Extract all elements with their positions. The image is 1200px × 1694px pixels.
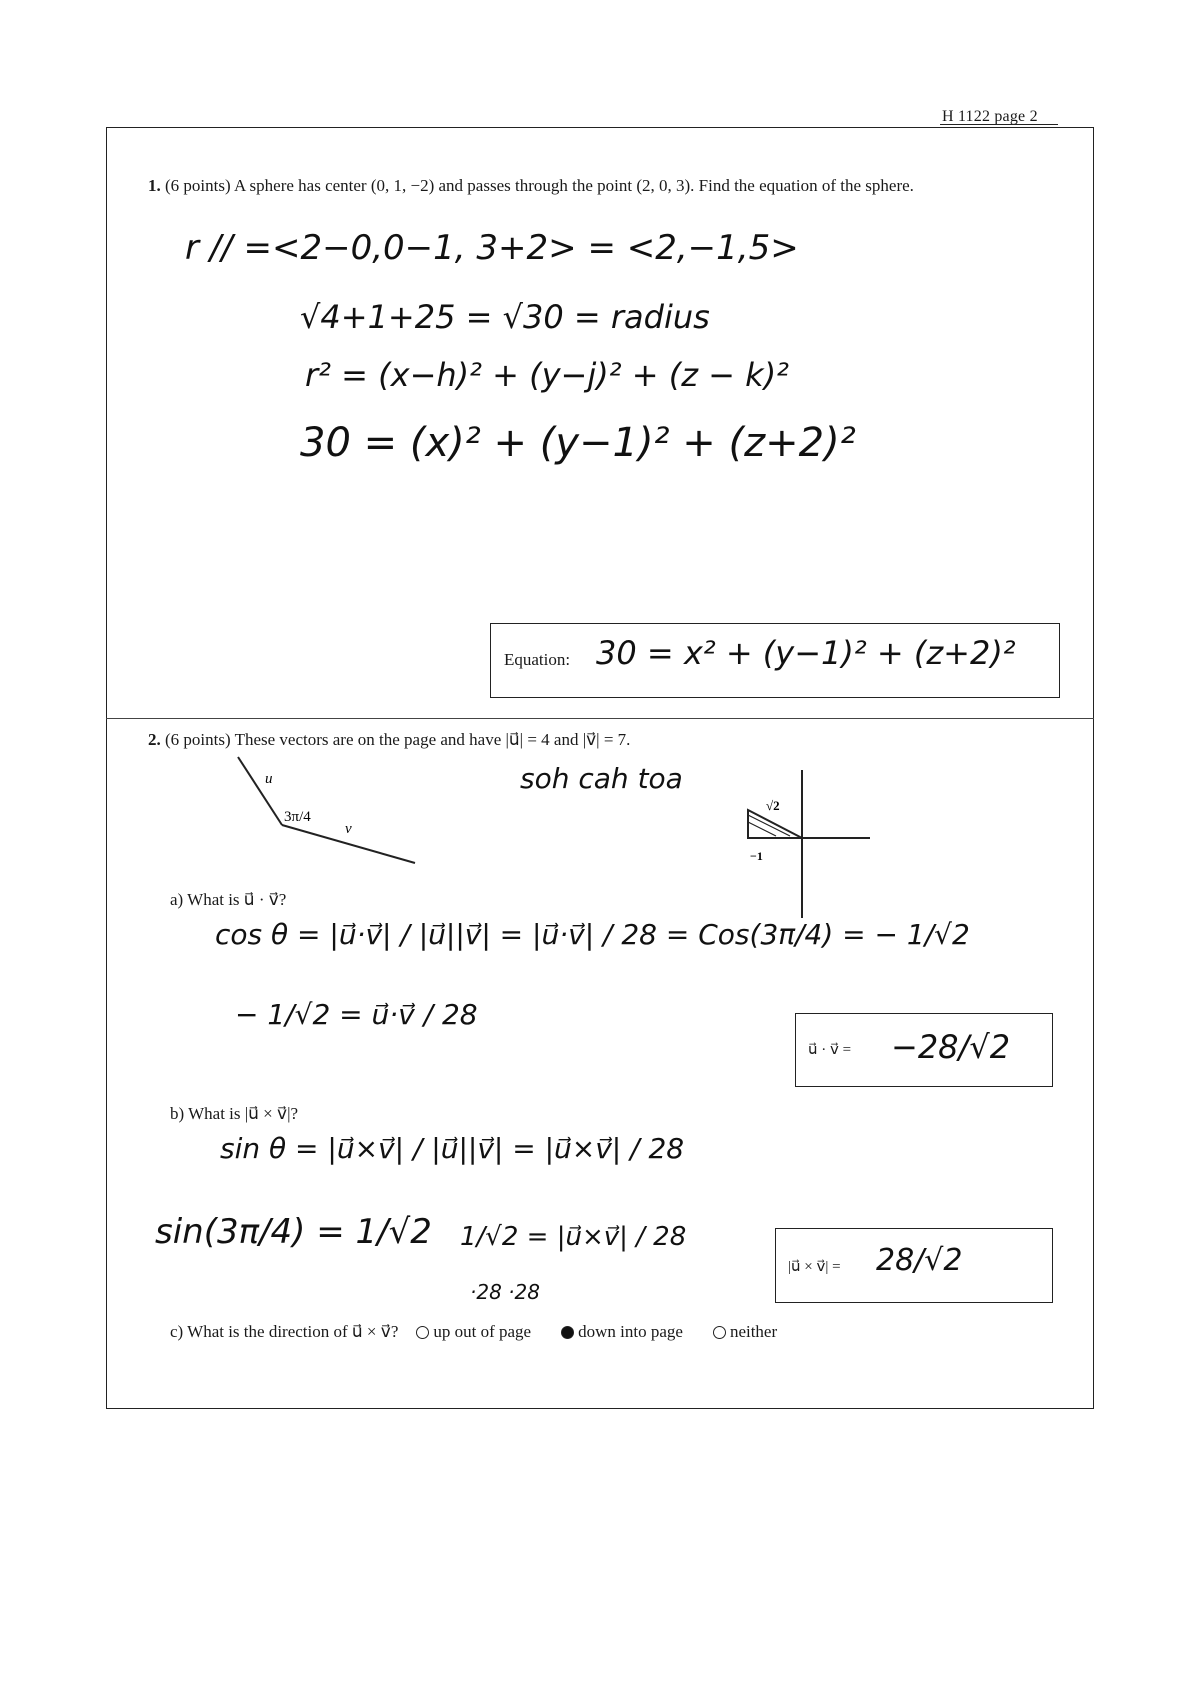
option-down-into-page[interactable]: [561, 1322, 683, 1342]
question-2: [148, 730, 630, 750]
q1-answer-box: [490, 623, 1060, 698]
vector-v-label: v⃗: [345, 821, 364, 837]
vector-u-line: [238, 757, 285, 825]
part-b-answer-value: 28/√2: [876, 1243, 963, 1278]
option-neither[interactable]: [713, 1322, 777, 1342]
part-b-answer-label: |u⃗ × v⃗| =: [788, 1259, 841, 1275]
question-2-text: (6 points) These vectors are on the page and have |u⃗| = 4 and |v⃗| = 7.: [165, 730, 631, 749]
option-up-label: up out of page: [433, 1322, 532, 1341]
question-2-number: 2.: [148, 730, 161, 749]
part-a-answer-value: −28/√2: [891, 1028, 1011, 1066]
q1-work-line-3: r² = (x−h)² + (y−j)² + (z − k)²: [305, 356, 789, 394]
question-1-number: 1.: [148, 176, 161, 195]
option-neither-label: neither: [729, 1322, 778, 1341]
part-b-answer-box: [775, 1228, 1053, 1303]
question-1-text: (6 points) A sphere has center (0, 1, −2) and passes through the point (2, 0, 3). Find the equation of the sphere.: [165, 176, 914, 195]
part-c: [170, 1322, 807, 1342]
radio-circle-icon[interactable]: [416, 1326, 429, 1339]
triangle-sketch: [730, 770, 880, 920]
part-a-answer-box: [795, 1013, 1053, 1087]
radio-filled-icon[interactable]: [561, 1326, 574, 1339]
q1-answer-value: 30 = x² + (y−1)² + (z+2)²: [596, 634, 1016, 672]
part-a-work-1: cos θ = |u⃗·v⃗| / |u⃗||v⃗| = |u⃗·v⃗| / 28 = Cos(3π/4) = − 1/√2: [215, 918, 970, 951]
header-underline: [940, 124, 1058, 125]
part-b-work-1: sin θ = |u⃗×v⃗| / |u⃗||v⃗| = |u⃗×v⃗| / 28: [220, 1132, 685, 1165]
part-b-prompt: b) What is |u⃗ × v⃗|?: [170, 1104, 299, 1123]
sketch-triangle: [748, 810, 802, 838]
option-down-label: down into page: [578, 1322, 683, 1341]
vector-diagram: [230, 755, 430, 870]
part-a-work-2: − 1/√2 = u⃗·v⃗ / 28: [235, 998, 478, 1031]
q1-work-line-2: √4+1+25 = √30 = radius: [300, 298, 710, 336]
part-b-work-3: 1/√2 = |u⃗×v⃗| / 28: [460, 1222, 687, 1252]
part-c-prompt: c) What is the direction of u⃗ × v⃗?: [170, 1322, 399, 1341]
section-divider: [106, 718, 1094, 719]
vector-u-label: u⃗: [265, 771, 285, 787]
soh-cah-toa-note: soh cah toa: [520, 762, 683, 795]
sketch-leg-label: −1: [750, 849, 763, 863]
angle-label: 3π/4: [284, 809, 311, 825]
part-a-answer-label: u⃗ · v⃗ =: [808, 1042, 852, 1058]
part-b-work-4: ·28 ·28: [470, 1280, 540, 1304]
part-a-prompt: a) What is u⃗ · v⃗?: [170, 890, 287, 909]
part-b-work-2: sin(3π/4) = 1/√2: [155, 1212, 432, 1252]
option-up-out-of-page[interactable]: [416, 1322, 531, 1342]
question-1: [148, 176, 914, 196]
page-header: H 1122 page 2: [942, 108, 1038, 125]
q1-work-line-1: r // =<2−0,0−1, 3+2> = <2,−1,5>: [185, 228, 799, 268]
q1-work-line-4: 30 = (x)² + (y−1)² + (z+2)²: [300, 420, 856, 466]
radio-circle-icon[interactable]: [713, 1326, 726, 1339]
sketch-hyp-label: √2: [766, 798, 780, 813]
q1-answer-label: Equation:: [504, 650, 571, 669]
